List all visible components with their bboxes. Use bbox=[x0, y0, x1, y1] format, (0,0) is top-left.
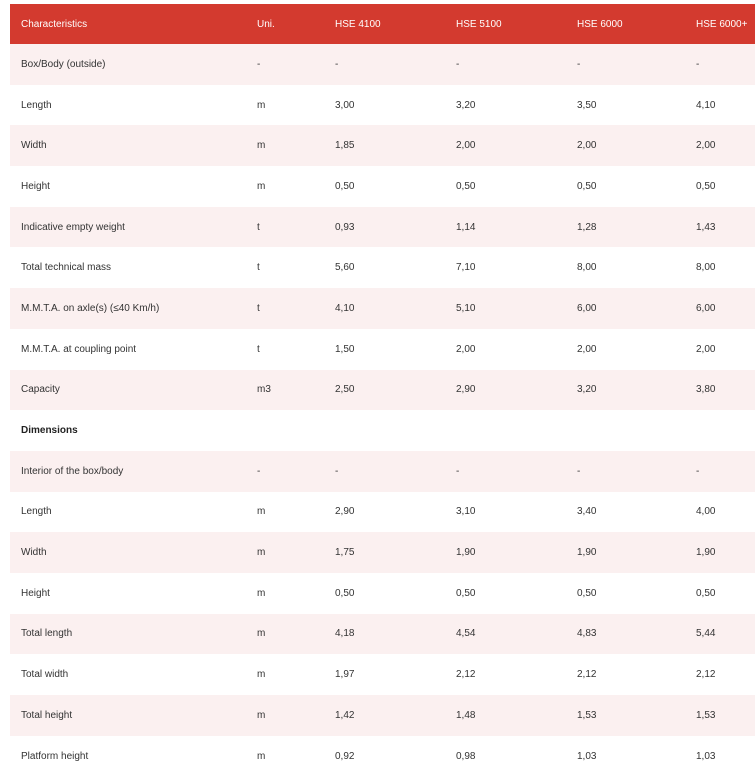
unit-cell: t bbox=[246, 207, 324, 248]
header-hse-6000: HSE 6000 bbox=[566, 4, 685, 44]
characteristic-cell: Height bbox=[10, 166, 246, 207]
hse-4100-cell: 0,92 bbox=[324, 736, 445, 768]
table-row bbox=[10, 247, 755, 288]
hse-5100-cell: 2,00 bbox=[445, 329, 566, 370]
unit-cell: m bbox=[246, 614, 324, 655]
hse-4100-cell: 5,60 bbox=[324, 247, 445, 288]
hse-6000-cell: 2,00 bbox=[566, 125, 685, 166]
hse-5100-cell bbox=[445, 410, 566, 451]
hse-5100-cell: 5,10 bbox=[445, 288, 566, 329]
hse-6000-cell: 0,50 bbox=[566, 166, 685, 207]
hse-6000-cell: 3,50 bbox=[566, 85, 685, 126]
table-row bbox=[10, 695, 755, 736]
unit-cell: m3 bbox=[246, 370, 324, 411]
hse-4100-cell bbox=[324, 410, 445, 451]
hse-6000-plus-cell bbox=[685, 410, 755, 451]
characteristic-cell: Width bbox=[10, 532, 246, 573]
table-row bbox=[10, 329, 755, 370]
hse-6000-cell: 8,00 bbox=[566, 247, 685, 288]
unit-cell: t bbox=[246, 329, 324, 370]
hse-6000-cell: 3,40 bbox=[566, 492, 685, 533]
table-row bbox=[10, 207, 755, 248]
hse-4100-cell: 1,42 bbox=[324, 695, 445, 736]
hse-5100-cell: 3,10 bbox=[445, 492, 566, 533]
header-hse-6000-plus: HSE 6000+ bbox=[685, 4, 755, 44]
unit-cell: m bbox=[246, 125, 324, 166]
hse-4100-cell: 3,00 bbox=[324, 85, 445, 126]
hse-4100-cell: 1,75 bbox=[324, 532, 445, 573]
unit-cell: m bbox=[246, 736, 324, 768]
hse-6000-cell: 1,53 bbox=[566, 695, 685, 736]
characteristic-cell: Total technical mass bbox=[10, 247, 246, 288]
unit-cell: m bbox=[246, 695, 324, 736]
table-row bbox=[10, 288, 755, 329]
characteristic-cell: Dimensions bbox=[10, 410, 246, 451]
hse-6000-cell: - bbox=[566, 451, 685, 492]
characteristic-cell: Total width bbox=[10, 654, 246, 695]
hse-6000-cell: 2,12 bbox=[566, 654, 685, 695]
hse-6000-plus-cell: - bbox=[685, 451, 755, 492]
table-row bbox=[10, 370, 755, 411]
table-body bbox=[10, 44, 755, 768]
hse-4100-cell: 2,50 bbox=[324, 370, 445, 411]
table-row bbox=[10, 573, 755, 614]
header-row bbox=[10, 4, 755, 44]
hse-6000-plus-cell: 1,43 bbox=[685, 207, 755, 248]
hse-5100-cell: 0,50 bbox=[445, 166, 566, 207]
hse-6000-cell bbox=[566, 410, 685, 451]
hse-6000-plus-cell: 2,00 bbox=[685, 125, 755, 166]
hse-6000-plus-cell: 2,00 bbox=[685, 329, 755, 370]
table-row bbox=[10, 125, 755, 166]
table-row bbox=[10, 166, 755, 207]
hse-5100-cell: 3,20 bbox=[445, 85, 566, 126]
hse-4100-cell: 1,50 bbox=[324, 329, 445, 370]
hse-5100-cell: 4,54 bbox=[445, 614, 566, 655]
characteristic-cell: Box/Body (outside) bbox=[10, 44, 246, 85]
table-header bbox=[10, 4, 755, 44]
hse-4100-cell: 1,97 bbox=[324, 654, 445, 695]
table-row bbox=[10, 532, 755, 573]
table-row bbox=[10, 736, 755, 768]
hse-6000-plus-cell: 4,00 bbox=[685, 492, 755, 533]
table-row bbox=[10, 492, 755, 533]
characteristic-cell: Length bbox=[10, 492, 246, 533]
hse-6000-cell: 0,50 bbox=[566, 573, 685, 614]
hse-5100-cell: 1,14 bbox=[445, 207, 566, 248]
hse-4100-cell: 0,50 bbox=[324, 573, 445, 614]
hse-5100-cell: 1,48 bbox=[445, 695, 566, 736]
unit-cell: m bbox=[246, 573, 324, 614]
hse-6000-cell: 4,83 bbox=[566, 614, 685, 655]
hse-4100-cell: - bbox=[324, 44, 445, 85]
hse-6000-cell: 2,00 bbox=[566, 329, 685, 370]
hse-6000-plus-cell: 1,03 bbox=[685, 736, 755, 768]
hse-5100-cell: 7,10 bbox=[445, 247, 566, 288]
hse-4100-cell: 1,85 bbox=[324, 125, 445, 166]
hse-6000-plus-cell: 5,44 bbox=[685, 614, 755, 655]
hse-6000-plus-cell: 4,10 bbox=[685, 85, 755, 126]
unit-cell: t bbox=[246, 247, 324, 288]
hse-6000-plus-cell: - bbox=[685, 44, 755, 85]
hse-4100-cell: 0,50 bbox=[324, 166, 445, 207]
hse-6000-plus-cell: 0,50 bbox=[685, 573, 755, 614]
characteristic-cell: Total height bbox=[10, 695, 246, 736]
characteristic-cell: Width bbox=[10, 125, 246, 166]
hse-6000-plus-cell: 1,53 bbox=[685, 695, 755, 736]
hse-5100-cell: 1,90 bbox=[445, 532, 566, 573]
specifications-table bbox=[10, 4, 755, 768]
hse-5100-cell: 2,90 bbox=[445, 370, 566, 411]
header-characteristics: Characteristics bbox=[10, 4, 246, 44]
hse-4100-cell: 4,10 bbox=[324, 288, 445, 329]
header-hse-5100: HSE 5100 bbox=[445, 4, 566, 44]
characteristic-cell: M.M.T.A. on axle(s) (≤40 Km/h) bbox=[10, 288, 246, 329]
characteristic-cell: Capacity bbox=[10, 370, 246, 411]
table-row bbox=[10, 44, 755, 85]
hse-6000-plus-cell: 6,00 bbox=[685, 288, 755, 329]
characteristic-cell: Interior of the box/body bbox=[10, 451, 246, 492]
hse-5100-cell: 2,12 bbox=[445, 654, 566, 695]
hse-6000-cell: - bbox=[566, 44, 685, 85]
hse-6000-plus-cell: 8,00 bbox=[685, 247, 755, 288]
hse-4100-cell: 0,93 bbox=[324, 207, 445, 248]
table-row bbox=[10, 451, 755, 492]
header-unit: Uni. bbox=[246, 4, 324, 44]
hse-6000-plus-cell: 2,12 bbox=[685, 654, 755, 695]
table-row bbox=[10, 614, 755, 655]
characteristic-cell: Length bbox=[10, 85, 246, 126]
table-row bbox=[10, 85, 755, 126]
unit-cell: - bbox=[246, 44, 324, 85]
unit-cell: m bbox=[246, 166, 324, 207]
hse-5100-cell: - bbox=[445, 44, 566, 85]
section-heading-row bbox=[10, 410, 755, 451]
unit-cell: m bbox=[246, 654, 324, 695]
hse-6000-plus-cell: 3,80 bbox=[685, 370, 755, 411]
unit-cell: m bbox=[246, 85, 324, 126]
unit-cell: m bbox=[246, 532, 324, 573]
hse-6000-cell: 6,00 bbox=[566, 288, 685, 329]
hse-4100-cell: 4,18 bbox=[324, 614, 445, 655]
characteristic-cell: Total length bbox=[10, 614, 246, 655]
hse-4100-cell: - bbox=[324, 451, 445, 492]
characteristic-cell: Height bbox=[10, 573, 246, 614]
characteristic-cell: Platform height bbox=[10, 736, 246, 768]
unit-cell: - bbox=[246, 451, 324, 492]
hse-6000-cell: 1,28 bbox=[566, 207, 685, 248]
header-hse-4100: HSE 4100 bbox=[324, 4, 445, 44]
characteristic-cell: Indicative empty weight bbox=[10, 207, 246, 248]
hse-5100-cell: 0,98 bbox=[445, 736, 566, 768]
hse-5100-cell: 0,50 bbox=[445, 573, 566, 614]
hse-6000-cell: 1,03 bbox=[566, 736, 685, 768]
unit-cell bbox=[246, 410, 324, 451]
hse-6000-plus-cell: 0,50 bbox=[685, 166, 755, 207]
hse-6000-plus-cell: 1,90 bbox=[685, 532, 755, 573]
hse-5100-cell: - bbox=[445, 451, 566, 492]
hse-6000-cell: 3,20 bbox=[566, 370, 685, 411]
hse-4100-cell: 2,90 bbox=[324, 492, 445, 533]
hse-6000-cell: 1,90 bbox=[566, 532, 685, 573]
unit-cell: m bbox=[246, 492, 324, 533]
unit-cell: t bbox=[246, 288, 324, 329]
hse-5100-cell: 2,00 bbox=[445, 125, 566, 166]
characteristic-cell: M.M.T.A. at coupling point bbox=[10, 329, 246, 370]
table-row bbox=[10, 654, 755, 695]
